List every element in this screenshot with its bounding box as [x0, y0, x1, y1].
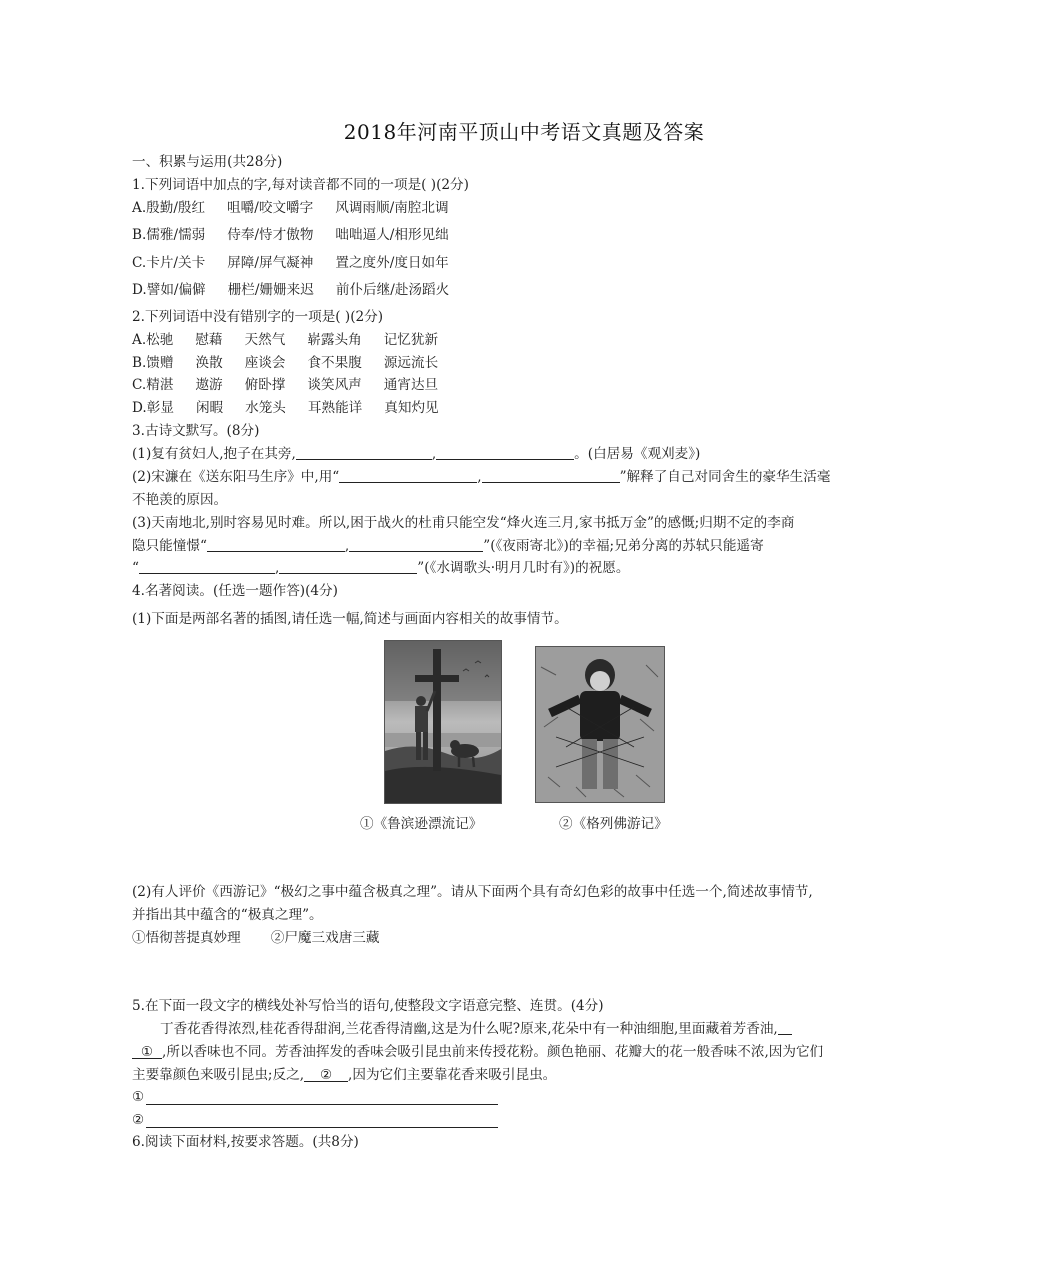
q3-part1: (1)复有贫妇人,抱子在其旁, , 。(白居易《观刈麦》)	[132, 446, 701, 462]
q4-stem: 4.名著阅读。(任选一题作答)(4分)	[132, 583, 338, 599]
section-heading: 一、积累与运用(共28分)	[132, 154, 283, 170]
fill-blank[interactable]	[207, 537, 345, 552]
q2-option-c: C.精湛 遨游 俯卧撑 谈笑风声 通宵达旦	[132, 377, 439, 393]
fill-blank[interactable]	[279, 559, 417, 574]
fill-blank[interactable]	[482, 468, 620, 483]
answer-line-1[interactable]	[146, 1104, 498, 1105]
page-title: 2018年河南平顶山中考语文真题及答案	[343, 120, 705, 144]
q3-stem: 3.古诗文默写。(8分)	[132, 423, 260, 439]
gulliver-picture	[536, 647, 664, 802]
fill-blank[interactable]	[349, 537, 483, 552]
q2-option-d: D.彰显 闲暇 水笼头 耳熟能详 真知灼见	[132, 400, 439, 416]
q5-line1: 丁香花香得浓烈,桂花香得甜润,兰花香得清幽,这是为什么呢?原来,花朵中有一种油细胞,里面藏着芳香油,	[160, 1019, 792, 1039]
q2-option-a: A.松驰 慰藉 天然气 崭露头角 记忆犹新	[132, 332, 439, 348]
q1-stem: 1.下列词语中加点的字,每对读音都不同的一项是( )(2分)	[132, 177, 469, 193]
q3-part3-end: “ , ”(《水调歌头·明月几时有》)的祝愿。	[132, 560, 630, 576]
q2-option-b: B.馈赠 涣散 座谈会 食不果腹 源远流长	[132, 355, 439, 371]
robinson-crusoe-picture	[385, 641, 501, 803]
caption-gulliver: ②《格列佛游记》	[559, 816, 668, 832]
q4-options: ①悟彻菩提真妙理 ②尸魔三戏唐三藏	[132, 930, 380, 946]
fill-blank[interactable]	[339, 468, 477, 483]
q3-part3-cont: 隐只能憧憬“ , ”(《夜雨寄北》)的幸福;兄弟分离的苏轼只能遥寄	[132, 538, 764, 554]
q1-option-b: B.儒雅/懦弱 侍奉/恃才傲物 咄咄逼人/相形见绌	[132, 227, 449, 243]
q3-part2-cont: 不艳羡的原因。	[132, 492, 228, 508]
gulliver-travels-illustration	[535, 646, 665, 803]
q4-part2: (2)有人评价《西游记》“极幻之事中蕴含极真之理”。请从下面两个具有奇幻色彩的故事中任选一个,简述故事情节,	[132, 884, 813, 900]
answer-line-2[interactable]	[146, 1127, 498, 1128]
q4-part2-cont: 并指出其中蕴含的“极真之理”。	[132, 907, 323, 923]
q6-stem: 6.阅读下面材料,按要求答题。(共8分)	[132, 1134, 359, 1150]
q5-stem: 5.在下面一段文字的横线处补写恰当的语句,使整段文字语意完整、连贯。(4分)	[132, 998, 604, 1014]
q5-line2: ① ,所以香味也不同。芳香油挥发的香味会吸引昆虫前来传授花粉。颜色艳丽、花瓣大的花一般香味不浓,因为它们	[132, 1042, 823, 1062]
q1-option-c: C.卡片/关卡 屏障/屏气凝神 置之度外/度日如年	[132, 255, 449, 271]
q3-part2: (2)宋濂在《送东阳马生序》中,用“ , ”解释了自己对同舍生的豪华生活毫	[132, 469, 831, 485]
blank-1[interactable]: ①	[132, 1042, 162, 1059]
fill-blank[interactable]	[436, 445, 574, 460]
fill-blank[interactable]	[296, 445, 432, 460]
q5-line3: 主要靠颜色来吸引昆虫;反之, ② ,因为它们主要靠花香来吸引昆虫。	[132, 1067, 557, 1083]
q3-part3: (3)天南地北,别时容易见时难。所以,困于战火的杜甫只能空发“烽火连三月,家书抵万金”的感慨;归期不定的李商	[132, 515, 795, 531]
q1-option-d: D.譬如/偏僻 栅栏/姗姗来迟 前仆后继/赴汤蹈火	[132, 282, 450, 298]
q5-answer-1-label: ①	[132, 1089, 145, 1105]
q4-part1: (1)下面是两部名著的插图,请任选一幅,简述与画面内容相关的故事情节。	[132, 611, 568, 627]
caption-robinson: ①《鲁滨逊漂流记》	[360, 816, 483, 832]
fill-blank[interactable]	[139, 559, 275, 574]
q2-stem: 2.下列词语中没有错别字的一项是( )(2分)	[132, 309, 384, 325]
blank-2[interactable]: ②	[304, 1065, 348, 1082]
q5-answer-2-label: ②	[132, 1112, 145, 1128]
q1-option-a: A.殷勤/殷红 咀嚼/咬文嚼字 风调雨顺/南腔北调	[132, 200, 449, 216]
robinson-crusoe-illustration	[384, 640, 502, 804]
